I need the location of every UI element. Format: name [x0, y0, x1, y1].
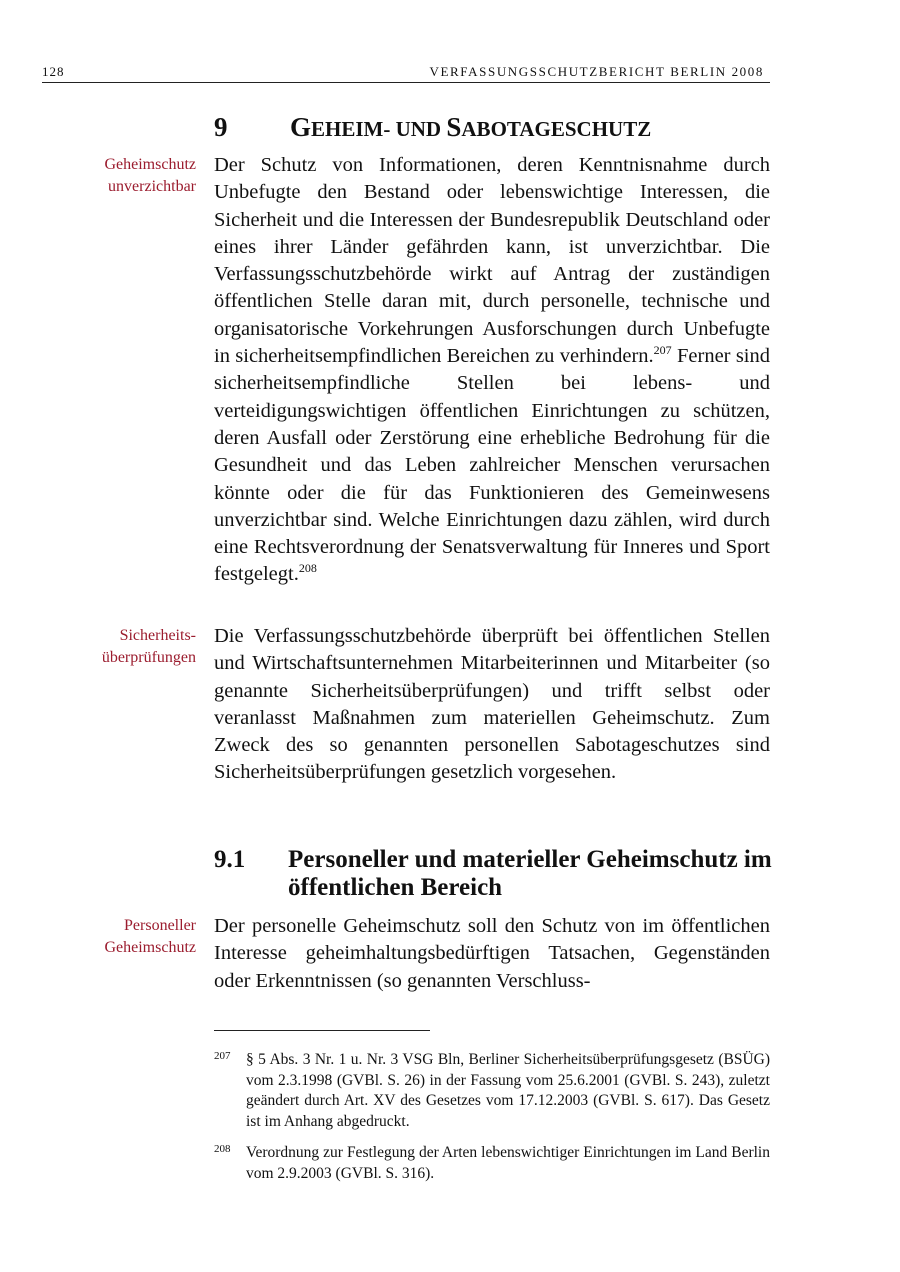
paragraph-3: Der personelle Geheimschutz soll den Schutz von im öffentlichen Interesse geheimhaltungsbedürftigen Tatsachen, Gegenständen oder Erkenntnissen (so genannten Verschluss- — [214, 915, 770, 992]
margin-note-geheimschutz — [104, 154, 196, 198]
margin-note-sicherheitsueberpruefungen — [102, 625, 196, 669]
section-number: 9 — [214, 112, 228, 142]
margin-note-line: überprüfungen — [101, 649, 196, 666]
footnote-number: 207 — [214, 1050, 231, 1062]
paragraph-1 — [214, 152, 770, 589]
margin-note-line: Geheimschutz — [104, 156, 196, 173]
section-title-part1: EHEIM- UND — [311, 117, 447, 141]
running-title: VERFASSUNGSSCHUTZBERICHT BERLIN 2008 — [429, 64, 764, 79]
page-number: 128 — [42, 64, 65, 79]
page-header — [42, 64, 770, 83]
margin-note-line: Personeller — [124, 917, 196, 934]
subsection-title: Personeller und materieller Geheimschutz im öffentlichen Bereich — [288, 846, 772, 901]
margin-note-line: unverzichtbar — [108, 178, 196, 195]
margin-note-line: Sicherheits- — [119, 627, 196, 644]
footnote-208 — [214, 1143, 770, 1184]
subsection-number: 9.1 — [214, 846, 246, 873]
footnote-separator — [214, 1030, 430, 1031]
footnote-number: 208 — [214, 1143, 231, 1155]
margin-note-line: Geheimschutz — [104, 939, 196, 956]
footnote-ref-208: 208 — [298, 561, 317, 576]
paragraph-2: Die Verfassungsschutzbehörde überprüft bei öffentlichen Stellen und Wirtschaftsunternehmen Mitarbeiterinnen und Mitarbeiter (so genannte Sicherheitsüberprüfungen) und trifft selbst oder veranlasst Maßnahmen zum materiellen Geheimschutz. Zum Zweck des so genannten personellen Sabotageschutzes sind Sicherheitsüberprüfungen gesetzlich vorgesehen. — [214, 625, 770, 784]
section-title-initial-s: S — [446, 112, 462, 142]
section-title-part2: ABOTAGESCHUTZ — [461, 117, 652, 141]
section-heading — [214, 112, 651, 143]
paragraph-text: Ferner sind sicherheitsempfindliche Stellen bei lebens- und verteidigungswichtigen öffentlichen Einrichtungen zu schützen, deren Ausfall oder Zerstörung eine erhebliche Bedrohung für die Gesundheit und das Leben zahlreicher Menschen verursachen könnte oder die für das Funktionieren des Gemeinwesens unverzichtbar sind. Welche Einrichtungen dazu zählen, wird durch eine Rechtsverordnung der Senatsverwaltung für Inneres und Sport festgelegt. — [214, 345, 770, 586]
section-title-initial-g: G — [290, 112, 312, 142]
paragraph-text: Der Schutz von Informationen, deren Kenntnisnahme durch Unbefugte den Bestand oder lebenswichtige Interessen, die Sicherheit und die Interessen der Bundesrepublik Deutschland oder eines ihrer Länder gefährden kann, ist unverzichtbar. Die Verfassungsschutzbehörde wirkt auf Antrag der zuständigen öffentlichen Stelle daran mit, durch personelle, technische und organisatorische Vorkehrungen Ausforschungen durch Unbefugte in sicherheitsempfindlichen Bereichen zu verhindern. — [214, 154, 770, 368]
margin-note-personeller-geheimschutz — [104, 915, 196, 959]
footnote-text: Verordnung zur Festlegung der Arten lebenswichtiger Einrichtungen im Land Berlin vom 2.9.2003 (GVBl. S. 316). — [246, 1144, 770, 1182]
footnote-207 — [214, 1050, 770, 1132]
footnote-text: § 5 Abs. 3 Nr. 1 u. Nr. 3 VSG Bln, Berliner Sicherheitsüberprüfungsgesetz (BSÜG) vom 2.3.1998 (GVBl. S. 26) in der Fassung vom 25.6.2001 (GVBl. S. 243), zuletzt geändert durch Art. XV des Gesetzes vom 17.12.2003 (GVBl. S. 617). Das Gesetz ist im Anhang abgedruckt. — [246, 1051, 770, 1130]
footnote-ref-207: 207 — [653, 343, 672, 358]
